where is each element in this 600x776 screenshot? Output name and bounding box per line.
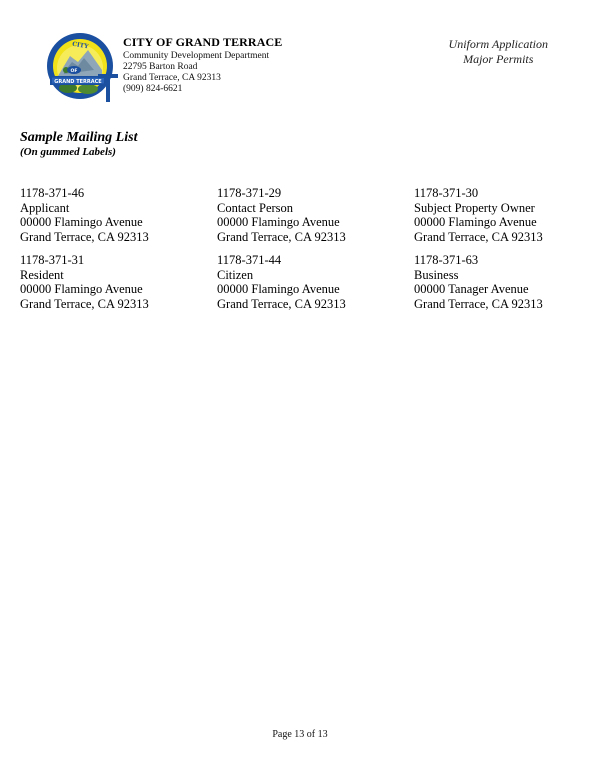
phone-number: (909) 824-6621	[123, 84, 183, 94]
label-recipient: Citizen	[217, 267, 254, 282]
svg-text:OF: OF	[70, 69, 78, 74]
label-city-state-zip: Grand Terrace, CA 92313	[414, 229, 543, 244]
label-city-state-zip: Grand Terrace, CA 92313	[217, 229, 346, 244]
label-apn: 1178-371-30	[414, 186, 479, 200]
mailing-label	[217, 253, 414, 311]
label-street: 00000 Flamingo Avenue	[20, 215, 143, 229]
label-apn: 1178-371-31	[20, 253, 85, 267]
label-recipient: Business	[414, 267, 459, 282]
label-recipient: Applicant	[20, 200, 70, 215]
svg-text:CITY: CITY	[71, 40, 89, 51]
mailing-label	[20, 253, 217, 311]
document-title	[449, 37, 548, 67]
label-city-state-zip: Grand Terrace, CA 92313	[20, 296, 149, 311]
label-street: 00000 Flamingo Avenue	[217, 215, 340, 229]
city-seal-logo-icon	[44, 30, 120, 106]
label-city-state-zip: Grand Terrace, CA 92313	[414, 296, 543, 311]
label-apn: 1178-371-29	[217, 186, 282, 200]
label-recipient: Resident	[20, 267, 64, 282]
mailing-label	[414, 253, 600, 311]
label-recipient: Contact Person	[217, 200, 294, 215]
svg-text:GRAND TERRACE: GRAND TERRACE	[54, 79, 102, 85]
label-apn: 1178-371-44	[217, 253, 282, 267]
section-subtitle: (On gummed Labels)	[20, 146, 116, 158]
label-city-state-zip: Grand Terrace, CA 92313	[20, 229, 149, 244]
organization-info	[123, 36, 282, 95]
label-apn: 1178-371-63	[414, 253, 479, 267]
document-title-line-2: Major Permits	[463, 52, 534, 66]
mailing-label	[20, 186, 217, 244]
address-line-2: Grand Terrace, CA 92313	[123, 73, 221, 83]
label-city-state-zip: Grand Terrace, CA 92313	[217, 296, 346, 311]
mailing-label	[217, 186, 414, 244]
department-name: Community Development Department	[123, 51, 270, 61]
section-title: Sample Mailing List	[20, 130, 138, 145]
organization-name: CITY OF GRAND TERRACE	[123, 35, 283, 49]
letterhead	[44, 30, 574, 110]
page-number: Page 13 of 13	[272, 729, 328, 740]
document-title-line-1: Uniform Application	[448, 37, 548, 51]
label-street: 00000 Flamingo Avenue	[414, 215, 537, 229]
label-recipient: Subject Property Owner	[414, 200, 535, 215]
section-heading	[20, 130, 137, 159]
mailing-label-grid	[20, 186, 600, 311]
label-street: 00000 Tanager Avenue	[414, 282, 529, 296]
label-street: 00000 Flamingo Avenue	[20, 282, 143, 296]
mailing-label	[414, 186, 600, 244]
address-line-1: 22795 Barton Road	[123, 62, 198, 72]
label-street: 00000 Flamingo Avenue	[217, 282, 340, 296]
label-apn: 1178-371-46	[20, 186, 85, 200]
